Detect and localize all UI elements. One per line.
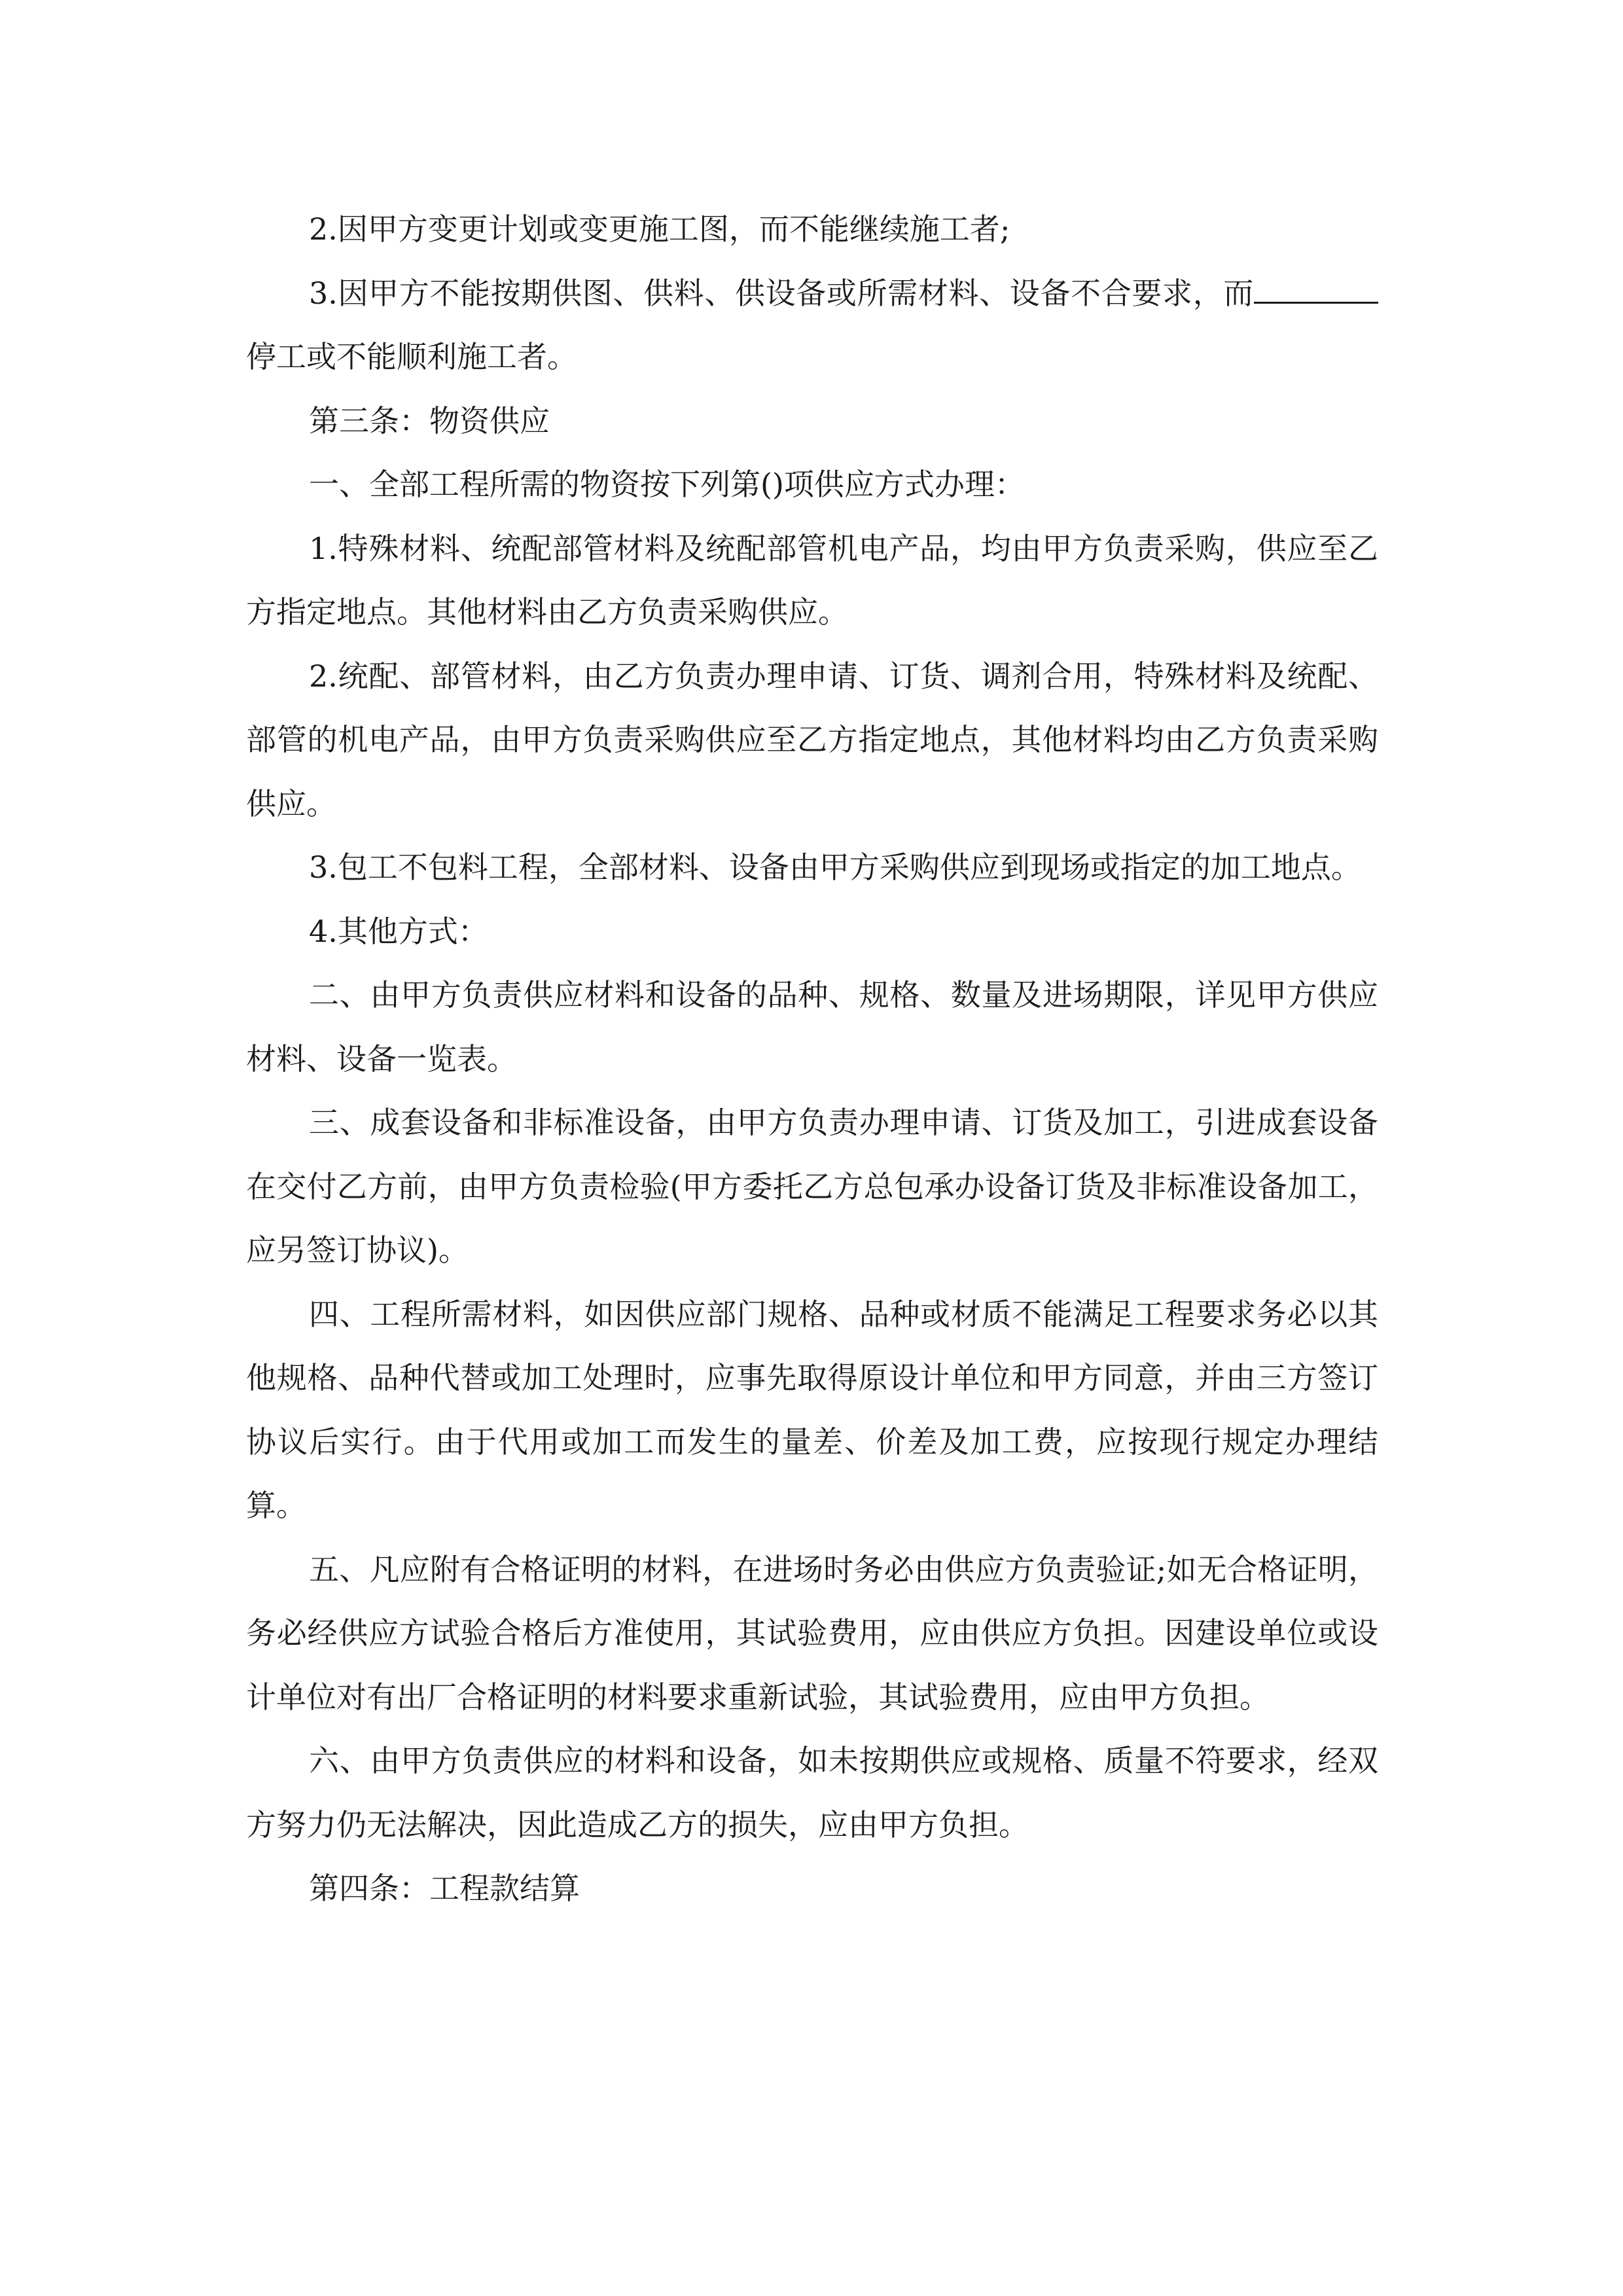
clause-4: 四、工程所需材料，如因供应部门规格、品种或材质不能满足工程要求务必以其他规格、品种代替或加工处理时，应事先取得原设计单位和甲方同意，并由三方签订协议后实行。由于代用或加工而发生的量差、价差及加工费，应按现行规定办理结算。 [246, 1296, 1378, 1523]
supply-method-3: 3.包工不包料工程，全部材料、设备由甲方采购供应到现场或指定的加工地点。 [309, 850, 1361, 885]
paragraph-text-before-blank: 3.因甲方不能按期供图、供料、供设备或所需材料、设备不合要求，而 [309, 275, 1254, 311]
section-heading-article-3: 第三条：物资供应 [309, 403, 550, 439]
document-body [246, 198, 1378, 1921]
paragraph-text-after-blank: 停工或不能顺利施工者。 [246, 339, 577, 374]
supply-method-4: 4.其他方式： [309, 913, 488, 949]
supply-method-1: 1.特殊材料、统配部管材料及统配部管机电产品，均由甲方负责采购，供应至乙方指定地点。其他材料由乙方负责采购供应。 [246, 530, 1378, 630]
paragraph-item-3 [246, 262, 1378, 389]
clause-5: 五、凡应附有合格证明的材料，在进场时务必由供应方负责验证;如无合格证明，务必经供应方试验合格后方准使用，其试验费用，应由供应方负担。因建设单位或设计单位对有出厂合格证明的材料要求重新试验，其试验费用，应由甲方负担。 [246, 1551, 1378, 1715]
clause-6: 六、由甲方负责供应的材料和设备，如未按期供应或规格、质量不符要求，经双方努力仍无法解决，因此造成乙方的损失，应由甲方负担。 [246, 1743, 1378, 1842]
paragraph-item-2: 2.因甲方变更计划或变更施工图，而不能继续施工者; [309, 211, 1010, 247]
clause-3: 三、成套设备和非标准设备，由甲方负责办理申请、订货及加工，引进成套设备在交付乙方前，由甲方负责检验(甲方委托乙方总包承办设备订货及非标准设备加工，应另签订协议)。 [246, 1105, 1378, 1268]
clause-2: 二、由甲方负责供应材料和设备的品种、规格、数量及进场期限，详见甲方供应材料、设备一览表。 [246, 977, 1378, 1077]
fill-in-blank-line [1254, 276, 1378, 304]
clause-1: 一、全部工程所需的物资按下列第()项供应方式办理： [309, 467, 1025, 502]
section-heading-article-4: 第四条：工程款结算 [309, 1871, 580, 1906]
supply-method-2: 2.统配、部管材料，由乙方负责办理申请、订货、调剂合用，特殊材料及统配、部管的机电产品，由甲方负责采购供应至乙方指定地点，其他材料均由乙方负责采购供应。 [246, 658, 1378, 821]
